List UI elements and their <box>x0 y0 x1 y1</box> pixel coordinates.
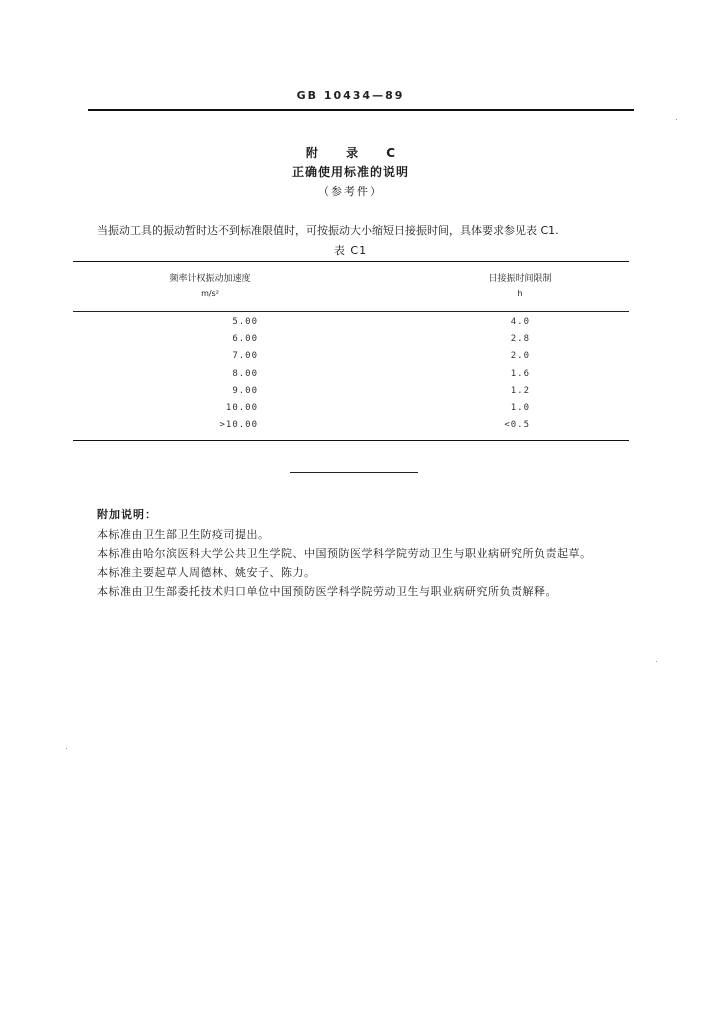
column-unit-acceleration: m/s² <box>201 289 219 298</box>
note-line: 本标准由哈尔滨医科大学公共卫生学院、中国预防医学科学院劳动卫生与职业病研究所负责起草。 <box>97 547 592 560</box>
table-row <box>0 334 701 351</box>
table-caption: 表 C1 <box>333 244 368 257</box>
column-header-exposure-time: 日接振时间限制 <box>488 274 552 284</box>
additional-notes-list <box>97 525 657 601</box>
acceleration-cell: 9.00 <box>232 385 258 396</box>
appendix-note: （参考件） <box>318 185 383 198</box>
column-unit-exposure-time: h <box>517 289 523 298</box>
section-divider <box>290 472 418 473</box>
appendix-title: 附 录 C <box>305 146 408 160</box>
exposure-time-cell: <0.5 <box>504 420 530 431</box>
acceleration-cell: 7.00 <box>232 351 258 362</box>
intro-paragraph: 当振动工具的振动暂时达不到标准限值时，可按振动大小缩短日接振时间，具体要求参见表 C1. <box>97 224 559 237</box>
scan-speck <box>676 119 677 120</box>
additional-notes-heading: 附加说明： <box>97 508 157 521</box>
exposure-time-cell: 1.6 <box>510 368 530 379</box>
acceleration-cell: 6.00 <box>232 334 258 345</box>
exposure-time-cell: 2.0 <box>510 351 530 362</box>
table-row <box>0 351 701 368</box>
note-line: 本标准由卫生部委托技术归口单位中国预防医学科学院劳动卫生与职业病研究所负责解释。 <box>97 585 557 598</box>
table-row <box>0 420 701 437</box>
scan-speck <box>656 661 657 662</box>
exposure-time-cell: 1.2 <box>510 385 530 396</box>
scan-speck <box>66 748 67 749</box>
acceleration-cell: 5.00 <box>232 317 258 327</box>
table-top-rule <box>73 261 629 262</box>
acceleration-cell: >10.00 <box>219 420 258 431</box>
table-row <box>0 403 701 420</box>
acceleration-cell: 8.00 <box>232 368 258 379</box>
exposure-time-cell: 4.0 <box>510 317 530 327</box>
table-row <box>0 317 701 334</box>
page-header: GB 10434—89 <box>296 89 405 102</box>
table-row <box>0 386 701 403</box>
note-line: 本标准主要起草人周德林、姚安子、陈力。 <box>97 566 316 579</box>
header-rule <box>88 109 634 111</box>
appendix-subtitle: 正确使用标准的说明 <box>291 165 409 179</box>
exposure-time-cell: 2.8 <box>510 334 530 345</box>
acceleration-cell: 10.00 <box>225 402 258 413</box>
table-bottom-rule <box>73 440 629 441</box>
table-body <box>0 317 701 437</box>
note-line: 本标准由卫生部卫生防疫司提出。 <box>97 528 270 541</box>
table-row <box>0 369 701 386</box>
table-header-rule <box>73 311 629 312</box>
exposure-time-cell: 1.0 <box>510 402 530 413</box>
column-header-acceleration: 频率计权振动加速度 <box>169 274 251 284</box>
